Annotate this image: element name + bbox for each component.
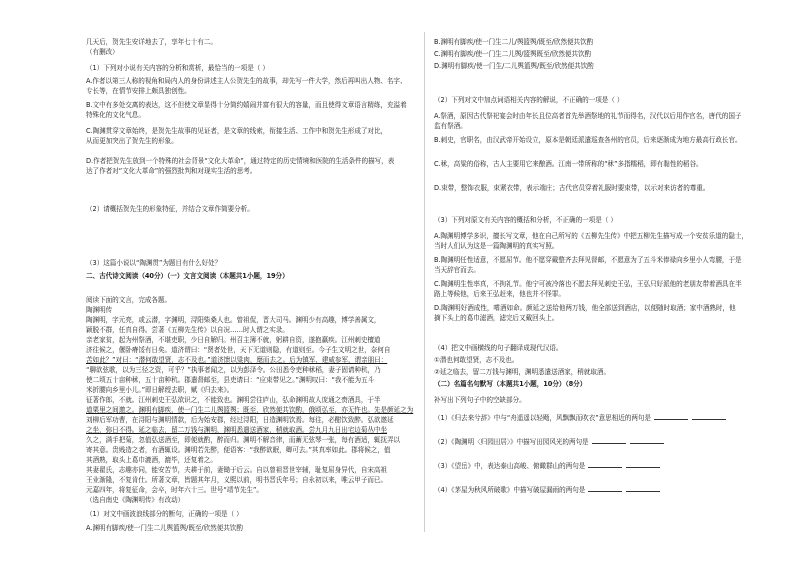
translation-item: ②延之临去，留二万钱与渊明，渊明悉遣送酒家，稍就取酒。 <box>434 368 610 376</box>
section-heading: （二）名篇名句默写（本题共1小题，10分）（8分） <box>434 380 587 388</box>
question-line: （2）请概括贺先生的形象特征，并结合文章作简要分析。 <box>86 205 254 213</box>
question-line: （1）对文中画波浪线部分的断句，正确的一项是（ ） <box>86 510 243 518</box>
fill-blank-prompt: （4）《茅屋为秋风所破歌》中描写破屋漏雨的两句是 <box>434 486 586 494</box>
passage-line: 亲老家贫，起为州祭酒，不堪吏职，少日自解归。州召主簿不就，躬耕自资，遂抱羸疾。江州刺史檀道 <box>86 336 381 344</box>
option-line: C.陶渊贯穿文章始终，是贺先生故事的见证者，是文章的线索，衔接生活、工作中和贺先生形成了对比， <box>86 127 388 135</box>
fill-blank-prompt: （3）《望岳》中，表达泰山高峻、俯瞰群山的两句是 <box>434 462 586 470</box>
option-line: A.渊明有脚疾/使一门生二儿舆篮舆/既至/欣然便共饮酌 <box>86 524 243 532</box>
option-line: D.作者把贺先生放到一个特殊的社会背景“文化大革命”，通过特定的历史情境和医院的生活条件的描写，表 <box>86 157 395 165</box>
passage-line: 征著作郎，不就。江州刺史王弘欲识之，不能致也。渊明尝往庐山，弘命渊明故人庞通之赍酒具，于半 <box>86 396 381 404</box>
option-line: C.秫，高粱的俗称，古人主要用它来酿酒。江南一带所称的“秫”多指糯稻，即有黏性的稻谷。 <box>434 160 703 168</box>
answer-blank[interactable] <box>588 486 622 492</box>
instruction-line: 阅读下面的文言，完成各题。 <box>86 296 172 304</box>
passage-line: 刘柳后军功曹，在浔阳与渊明情款，后为始安郡，经过浔阳，日造渊明饮焉。每往，必酣饮致醉。弘欲邀延 <box>86 416 394 424</box>
option-line: 当天辞官而去。 <box>434 266 480 274</box>
option-line: A.祭酒，原因古代祭祀宴会时由年长且位高者首先举酒祭地的礼节而得名，汉代以后用作官名，唐代的国子 <box>434 112 742 120</box>
fill-blank-line <box>434 438 665 446</box>
option-line: B.文中有多处交离的表达，这不但使文章显得十分简约嬉闹并富有很大的容量，而且使得文章语言精练，充溢着 <box>86 101 407 109</box>
question-line: （1）下列对小说有关内容的分析和赏析，最恰当的一项是（ ） <box>86 64 269 72</box>
section-heading: 二、古代诗文阅读（40分）（一）文言文阅读（本题共1小题，19分） <box>86 272 289 280</box>
fill-blank-line <box>434 462 661 470</box>
text-line: 几天后，贺先生安详地去了，享年七十有二。 <box>86 38 217 46</box>
passage-title: 陶渊明传 <box>86 306 113 314</box>
text-line: （有删改） <box>86 48 119 56</box>
source-line: （选自南史《陶渊明传》有改动） <box>86 496 185 504</box>
passage-line: 王业渐隆，不复肯仕。所著文章，皆题其年月，义熙以前，明书晋氏年号；自永初以来，唯云甲子而已。 <box>86 476 388 484</box>
passage-line: 元嘉四年，将复征命，会卒，时年六十三。世号“靖节先生”。 <box>86 486 263 494</box>
passage-line: “聊欲弦歌，以为三径之资，可乎？”执事者闻之，以为彭泽令。公田悉令吏种秫稻，妻子固请种秔，乃 <box>86 366 381 374</box>
option-line: 路上等候他，后来王弘赶来，他也并不怪罪。 <box>434 290 565 298</box>
passage-line: 陶渊明，字元亮，或云潜，字渊明，浔阳柴桑人也。曾祖侃，晋大司马。渊明少有高趣，博学善属文， <box>86 316 381 324</box>
option-line: 摘下头上的葛巾滤酒，滤完后又戴回头上。 <box>434 314 559 322</box>
option-line: 达了作者对“文化大革命”的强烈批判和对现实生活的思考。 <box>86 167 257 175</box>
question-line: （4）把文中画横线的句子翻译成现代汉语。 <box>434 344 563 352</box>
answer-blank[interactable] <box>654 414 688 420</box>
question-line: （3）这篇小说以“陶渊贯”为题目有什么好处？ <box>86 259 222 267</box>
fill-blank-prompt: （1）《归去来兮辞》中与“舟遥遥以轻飏，风飘飘而吹衣”意思相近的两句是 <box>434 414 651 422</box>
fill-blank-prompt: （2）《陶渊明〈归园田居〉》中描写田园风光的两句是 <box>434 438 589 446</box>
fill-blank-line <box>434 486 661 494</box>
option-line: 从而更加突出了贺先生的形象。 <box>86 137 178 145</box>
translation-item: ①潜也何敢望贤，志不及也。 <box>434 356 519 364</box>
question-line: （3）下列对原文有关内容的概括和分析，不正确的一项是（ ） <box>434 216 617 224</box>
passage-line: 其妻翟氏，志趣亦同，能安苦节，夫耕于前，妻锄于后云。自以曾祖晋世宰辅，耻复屈身异代，自宋高祖 <box>86 466 388 474</box>
answer-blank[interactable] <box>592 438 626 444</box>
option-line: B.刺史，官职名，由汉武帝开始设立，原本是朝廷派遣巡查各州的官员，后来逐渐成为地方最高行政长官。 <box>434 136 742 144</box>
answer-blank[interactable] <box>630 438 664 444</box>
answer-blank[interactable] <box>626 462 660 468</box>
option-line: 监有祭酒。 <box>434 122 467 130</box>
option-line: 当时人们认为这是一篇陶渊明的真实写照。 <box>434 242 559 250</box>
option-line: 特殊化的文化气息。 <box>86 111 145 119</box>
question-line: （2）下列对文中加点词语相关内容的解说，不正确的一项是（ ） <box>434 96 624 104</box>
option-line: 专长等，在情节安排上颇具独创性。 <box>86 87 191 95</box>
passage-line: 米折腰向乡里小儿。”即日解绶去职，赋《归去来》。 <box>86 386 234 394</box>
passage-line: 久之，满手把菊，忽值弘送酒至，即便就酌，醉而归。渊明不解音律，而蓄无弦琴一张，每有酒适，辄抚弄以 <box>86 436 401 444</box>
option-line: C.陶渊明生性率真，不拘礼节。他宁可被冷落也不愿去拜见刺史王弘，王弘只好派他的老朋友带着酒具在半 <box>434 280 742 288</box>
passage-line: 寄其意。贵贱造之者，有酒辄设。渊明若先醉，便语客：“我醉欲眠，卿可去。”其真率如此。郡将候之，值 <box>86 446 391 454</box>
option-line: D.渊明有脚疾/使一门生/二儿舆篮舆/既至/欣然便共饮酌 <box>434 62 594 70</box>
answer-blank[interactable] <box>588 462 622 468</box>
answer-blank[interactable] <box>692 414 726 420</box>
instruction-line: 补写出下列句子中的空缺部分。 <box>434 396 526 404</box>
column-divider <box>424 32 425 532</box>
option-line: D.束带，整饰衣服，束紧衣带，表示端庄；古代官员穿着礼服时要束带，以示对来访者的尊重。 <box>434 184 710 192</box>
passage-line: 颖脱不群，任真自得。尝著《五柳先生传》以自况……时人谓之实录。 <box>86 326 289 334</box>
option-line: B.渊明有脚疾/使一门生二儿/舆篮舆/既至/欣然便共饮酌 <box>434 38 594 46</box>
passage-line: 其酒熟，取头上葛巾漉酒，漉毕，还复着之。 <box>86 456 217 464</box>
option-line: A.作者以第三人称的视角和局内人的身份讲述主人公贺先生的故事，却先写一件大学，然后再叫出人物、名字、 <box>86 77 407 85</box>
option-line: D.陶渊明好酒成性，嗜酒如命。颜延之送给他两万钱，他全部送到酒店，以便随时取酒；家中酒熟时，他 <box>434 304 736 312</box>
passage-line: 苦如此？”对曰：“潜何敢望贤，志不及也。”道济馈以粱肉，麾而去之。后为镇军、建威参军，谓亲朋曰： <box>86 356 388 364</box>
passage-line: 使二顷五十亩种秫，五十亩种秔。郡遣督邮至，县吏请曰：“应束带见之。”渊明叹曰：“我不能为五斗 <box>86 376 375 384</box>
option-line: C.渊明有脚疾/使一门生二儿舆/篮舆既至/欣然便共饮酌 <box>434 50 592 58</box>
answer-blank[interactable] <box>626 486 660 492</box>
passage-line: 济往候之，偃卧瘠馁有日矣。道济谓曰：“贤者处世，天下无道则隐，有道则至。今子生文明之世，奈何自 <box>86 346 391 354</box>
option-line: B.陶渊明任性适意，不愿屈节。他不愿穿戴整齐去拜见督邮，不愿意为了五斗米俸禄向乡里小人弯腰，于是 <box>434 256 742 264</box>
fill-blank-line <box>434 414 727 422</box>
passage-line: 之坐，弥日不得。延之临去，留二万钱与渊明，渊明悉遣送酒家，稍就取酒。尝九月九日出宅边菊丛中坐 <box>86 426 388 434</box>
passage-line: 道栗里之间邀之。渊明有脚疾，使一门生二儿舆篮舆；既至，欣然便共饮酌，俄顷弘至，亦无忤也。先是颜延之为 <box>86 406 414 414</box>
option-line: A.陶渊明博学多识，擅长写文章，他在自己所写的《五柳先生传》中把五柳先生描写成一个安贫乐道的隐士， <box>434 232 748 240</box>
